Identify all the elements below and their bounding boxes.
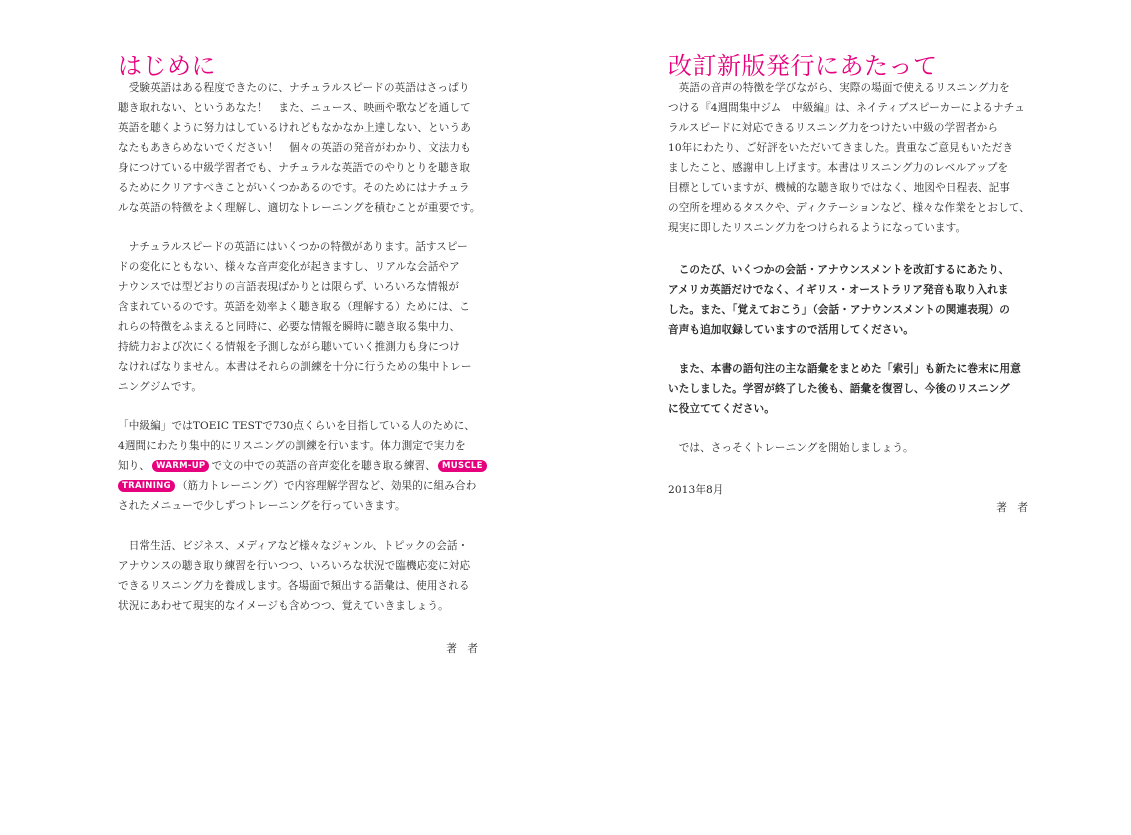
text-line: なたもあきらめないでください！ 個々の英語の発音がわかり、文法力も <box>118 142 471 154</box>
right-paragraph-1 <box>668 78 1028 238</box>
right-author-signature: 著 者 <box>996 502 1028 514</box>
text-line: されたメニューで少しずつトレーニングを行っていきます。 <box>118 500 406 512</box>
text-line <box>118 456 483 476</box>
left-paragraph-2 <box>118 237 478 397</box>
left-paragraph-1 <box>118 78 481 218</box>
text-line: した。また、「覚えておこう」（会話・アナウンスメントの関連表現）の <box>668 304 1010 316</box>
text-line <box>118 476 478 496</box>
text-segment: で文の中での英語の音声変化を聴き取る練習、 <box>211 460 437 472</box>
left-paragraph-3 <box>118 416 483 516</box>
text-segment: （筋力トレーニング）で内容理解学習など、効果的に組み合わ <box>176 480 477 492</box>
text-line: 「中級編」ではTOEIC TESTで730点くらいを目指している人のために、 <box>118 420 476 432</box>
text-line: るためにクリアすべきことがいくつかあるのです。そのためにはナチュラ <box>118 182 470 194</box>
right-page-title: 改訂新版発行にあたって <box>668 52 938 80</box>
right-paragraph-3 <box>668 359 1028 419</box>
text-line: 10年にわたり、ご好評をいただいてきました。貴重なご意見もいただき <box>668 142 1014 154</box>
text-line: 目標としていますが、機械的な聴き取りではなく、地図や日程表、記事 <box>668 182 1010 194</box>
text-line: ドの変化にともない、様々な音声変化が起きますし、リアルな会話やア <box>118 261 460 273</box>
left-author-signature: 著 者 <box>446 643 478 655</box>
right-paragraph-2 <box>668 260 1028 340</box>
text-line: ニングジムです。 <box>118 381 203 393</box>
training-badge: TRAINING <box>118 480 175 492</box>
text-segment: 知り、 <box>118 460 151 472</box>
right-paragraph-4 <box>668 438 1028 458</box>
text-line: れらの特徴をふまえると同時に、必要な情報を瞬時に聴き取る集中力、 <box>118 321 461 333</box>
text-line: また、本書の語句注の主な語彙をまとめた「索引」も新たに巻末に用意 <box>668 363 1021 375</box>
text-line: いたしました。学習が終了した後も、語彙を復習し、今後のリスニング <box>668 383 1010 395</box>
text-line: ルな英語の特徴をよく理解し、適切なトレーニングを積むことが重要です。 <box>118 202 481 214</box>
text-line: では、さっそくトレーニングを開始しましょう。 <box>668 442 914 454</box>
warm-up-badge: WARM-UP <box>152 460 209 472</box>
text-line: できるリスニング力を養成します。各場面で頻出する語彙は、使用される <box>118 580 470 592</box>
text-line: の空所を埋めるタスクや、ディクテーションなど、様々な作業をとおして、 <box>668 202 1030 214</box>
text-line: 英語を聴くように努力はしているけれどもなかなか上達しない、というあ <box>118 122 471 134</box>
text-line: 身につけている中級学習者でも、ナチュラルな英語でのやりとりを聴き取 <box>118 162 471 174</box>
text-line: このたび、いくつかの会話・アナウンスメントを改訂するにあたり、 <box>668 264 1010 276</box>
text-line: アナウンスの聴き取り練習を行いつつ、いろいろな状況で臨機応変に対応 <box>118 560 471 572</box>
text-line: 現実に即したリスニング力をつけられるようになっています。 <box>668 222 967 234</box>
right-date <box>668 480 1028 500</box>
date-line: 2013年8月 <box>668 484 724 496</box>
muscle-badge: MUSCLE <box>438 460 487 472</box>
text-line: に役立ててください。 <box>668 403 775 415</box>
text-line: ナチュラルスピードの英語にはいくつかの特徴があります。話すスピー <box>118 241 468 253</box>
text-line: 音声も追加収録していますので活用してください。 <box>668 324 914 336</box>
left-page-title: はじめに <box>118 52 216 80</box>
text-line: 日常生活、ビジネス、メディアなど様々なジャンル、トピックの会話・ <box>118 540 469 552</box>
text-line: ましたこと、感謝申し上げます。本書はリスニング力のレベルアップを <box>668 162 1009 174</box>
text-line: 受験英語はある程度できたのに、ナチュラルスピードの英語はさっぱり <box>118 82 470 94</box>
text-line: 持続力および次にくる情報を予測しながら聴いていく推測力も身につけ <box>118 341 460 353</box>
text-line: なければなりません。本書はそれらの訓練を十分に行うための集中トレー <box>118 361 472 373</box>
text-line: アメリカ英語だけでなく、イギリス・オーストラリア発音も取り入れま <box>668 284 1009 296</box>
text-line: ナウンスでは型どおりの言語表現ばかりとは限らず、いろいろな情報が <box>118 281 460 293</box>
text-line: ラルスピードに対応できるリスニング力をつけたい中級の学習者から <box>668 122 999 134</box>
text-line: 聴き取れない、というあなた！ また、ニュース、映画や歌などを通して <box>118 102 471 114</box>
text-line: 英語の音声の特徴を学びながら、実際の場面で使えるリスニング力を <box>668 82 1010 94</box>
text-line: つける『4週間集中ジム 中級編』は、ネイティブスピーカーによるナチュ <box>668 102 1025 114</box>
left-paragraph-4 <box>118 536 478 616</box>
text-line: 状況にあわせて現実的なイメージも含めつつ、覚えていきましょう。 <box>118 600 449 612</box>
text-line: 4週間にわたり集中的にリスニングの訓練を行います。体力測定で実力を <box>118 440 466 452</box>
text-line: 含まれているのです。英語を効率よく聴き取る（理解する）ためには、こ <box>118 301 471 313</box>
